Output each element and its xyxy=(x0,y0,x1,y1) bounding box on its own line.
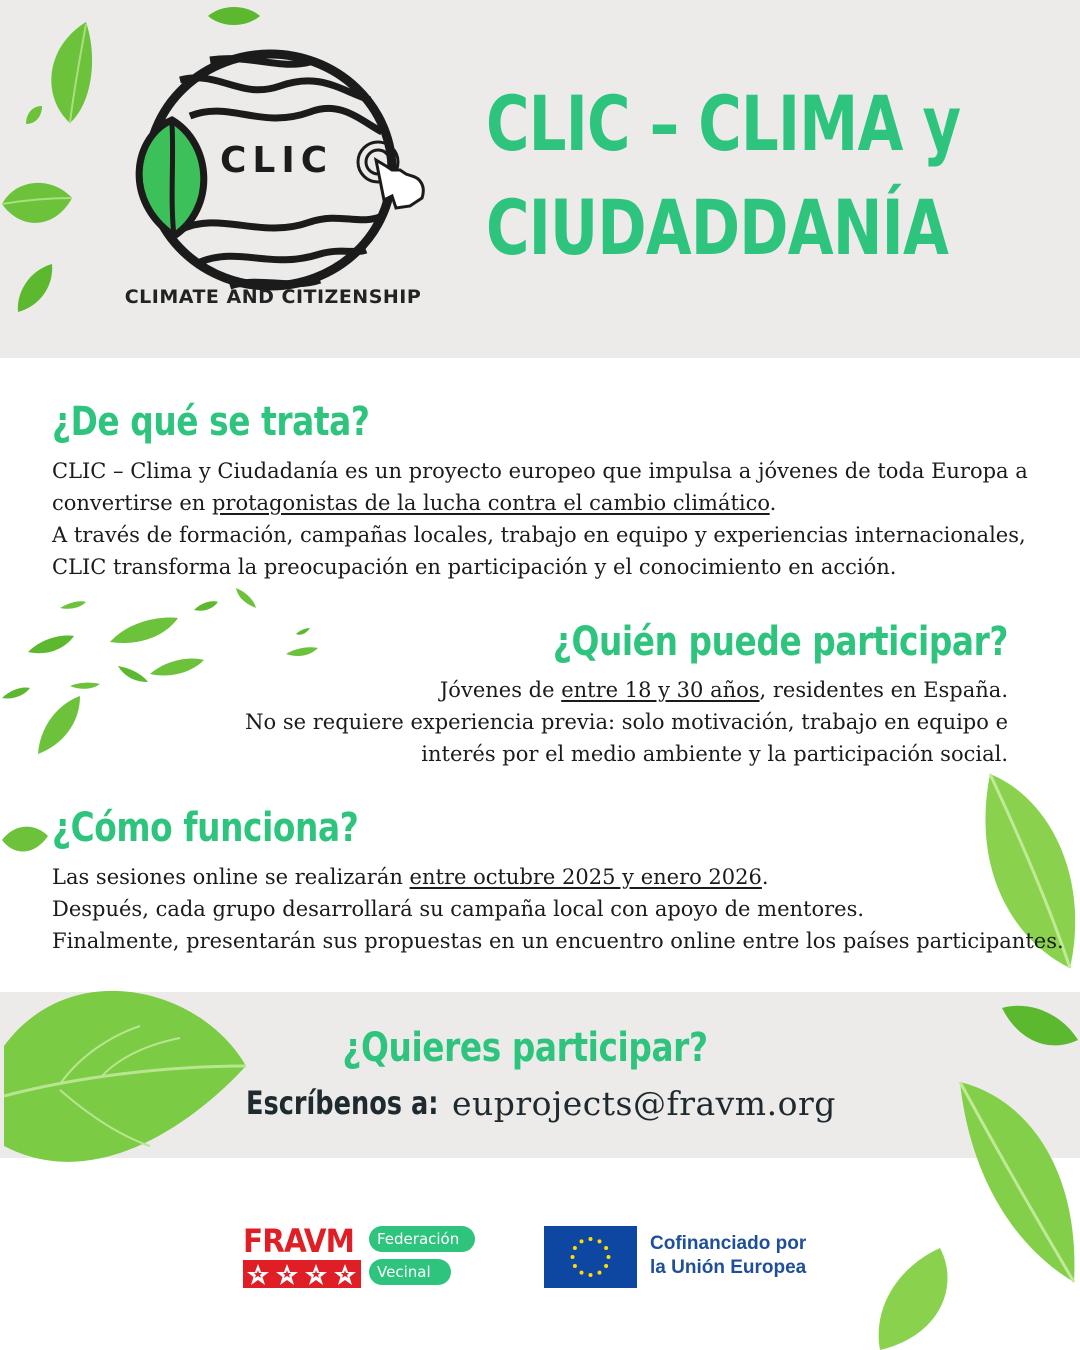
who-line-2: No se requiere experiencia previa: solo motivación, trabajo en equipo e xyxy=(245,710,1008,734)
how-paragraph xyxy=(52,861,1064,957)
about-line-4: CLIC transforma la preocupación en participación y el conocimiento en acción. xyxy=(52,555,897,579)
about-line-1: CLIC – Clima y Ciudadanía es un proyecto europeo que impulsa a jóvenes de toda Europa a xyxy=(52,459,1028,483)
who-paragraph xyxy=(245,674,1008,770)
title-line-2: CIUDADDANÍA xyxy=(486,183,949,272)
leaf-icon xyxy=(40,18,100,128)
how-line-1-post: . xyxy=(761,865,769,889)
about-line-2-pre: convertirse en xyxy=(52,491,212,515)
who-line-3: interés por el medio ambiente y la participación social. xyxy=(421,742,1008,766)
eu-line-2: la Unión Europea xyxy=(650,1257,807,1278)
how-line-3: Finalmente, presentarán sus propuestas en un encuentro online entre los países participantes. xyxy=(52,929,1064,953)
fravm-pill-federacion: Federación xyxy=(369,1226,475,1252)
fravm-wordmark: FRAVM xyxy=(243,1222,355,1260)
page-title xyxy=(486,72,961,280)
about-line-3: A través de formación, campañas locales, trabajo en equipo y experiencias internacionales, xyxy=(52,523,1026,547)
leaf-icon xyxy=(870,1246,960,1350)
leaf-icon xyxy=(0,176,74,232)
cta-heading: ¿Quieres participar? xyxy=(342,1025,708,1071)
fravm-pill-vecinal: Vecinal xyxy=(369,1259,451,1285)
how-heading: ¿Cómo funciona? xyxy=(52,805,359,851)
leaf-icon xyxy=(206,4,262,28)
fravm-stars-icon xyxy=(243,1260,361,1288)
leaf-icon xyxy=(0,966,250,1186)
title-line-1: CLIC – CLIMA y xyxy=(486,79,961,168)
leaf-icon xyxy=(0,820,50,860)
eu-flag-icon xyxy=(544,1226,637,1288)
leaf-icon xyxy=(14,262,54,314)
logo-wordmark: CLIC xyxy=(220,140,334,181)
how-highlight: entre octubre 2025 y enero 2026 xyxy=(409,865,762,889)
eu-cofunding-text xyxy=(650,1232,806,1280)
about-heading: ¿De qué se trata? xyxy=(52,399,370,445)
who-line-1-pre: Jóvenes de xyxy=(439,678,562,702)
fravm-logo xyxy=(243,1222,483,1290)
eu-cofunding-logo xyxy=(544,1226,834,1288)
eu-line-1: Cofinanciado por xyxy=(650,1233,807,1254)
who-highlight: entre 18 y 30 años xyxy=(561,678,760,702)
about-paragraph xyxy=(52,455,1028,583)
logo-caption: CLIMATE AND CITIZENSHIP xyxy=(124,286,422,308)
about-line-2-post: . xyxy=(769,491,777,515)
leaf-icon xyxy=(1000,1000,1080,1056)
who-line-1-post: , residentes en España. xyxy=(759,678,1008,702)
leaf-icon xyxy=(956,1078,1080,1284)
who-heading: ¿Quién puede participar? xyxy=(552,619,1008,665)
contact-email-link[interactable]: euprojects@fravm.org xyxy=(452,1084,836,1123)
how-line-1-pre: Las sesiones online se realizarán xyxy=(52,865,410,889)
leaf-icon xyxy=(24,104,44,126)
how-line-2: Después, cada grupo desarrollará su campaña local con apoyo de mentores. xyxy=(52,897,865,921)
cta-label: Escríbenos a: xyxy=(246,1084,439,1122)
about-highlight: protagonistas de la lucha contra el cambio climático xyxy=(211,491,770,515)
